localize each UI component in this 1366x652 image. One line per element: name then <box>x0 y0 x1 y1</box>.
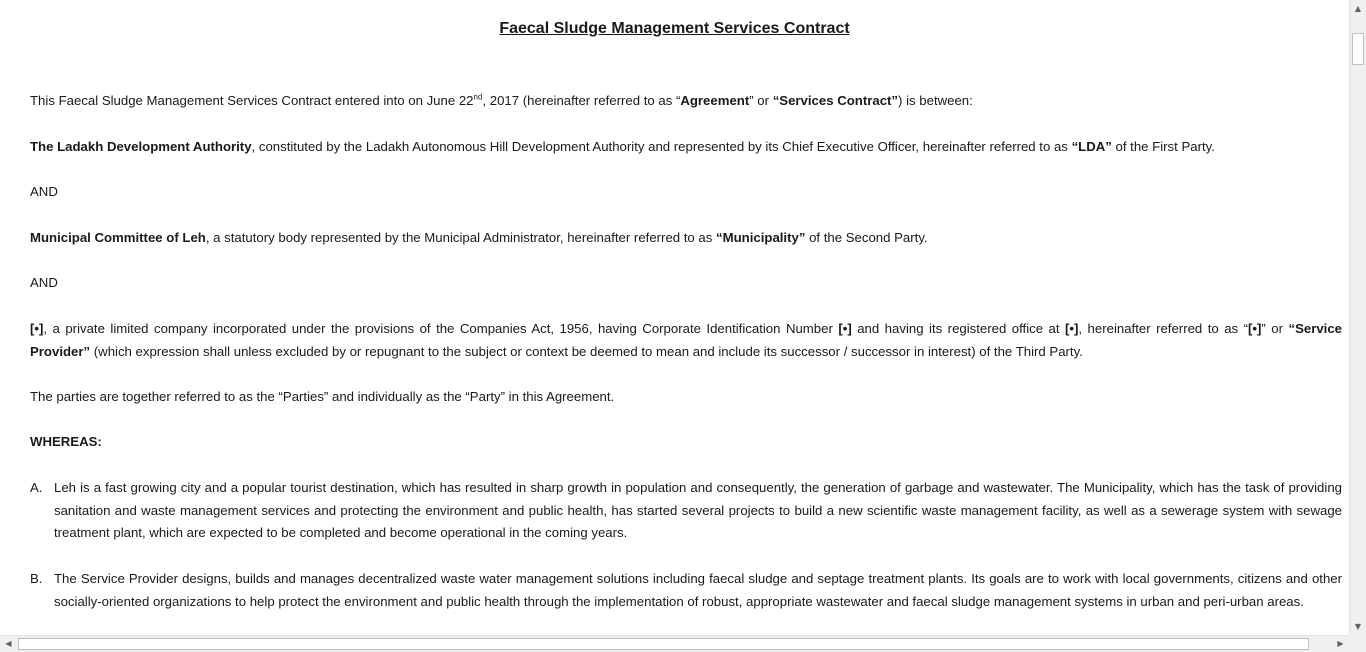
intro-superscript: nd <box>473 92 483 102</box>
horizontal-scrollbar[interactable] <box>0 635 1349 652</box>
third-party-alias: “Service Provider” <box>30 321 1342 359</box>
third-party-tail: (which expression shall unless excluded by or repugnant to the subject or context be deemed to mean and include its successor / successor in interest) of the Third Party. <box>90 343 1083 359</box>
defined-term-services-contract: “Services Contract” <box>772 93 899 108</box>
document-title: Faecal Sludge Management Services Contract <box>499 20 850 37</box>
second-party-paragraph <box>30 227 1342 250</box>
third-party-paragraph <box>30 318 1342 363</box>
first-party-name: The Ladakh Development Authority <box>30 139 252 154</box>
whereas-heading <box>30 431 1342 454</box>
third-party-text: ” or <box>1261 321 1289 336</box>
recital-text: Leh is a fast growing city and a popular tourist destination, which has resulted in sharp growth in population and consequently, the generation of garbage and wastewater. The Municipality, which has the task of providing sanitation and waste management services and protecting the environment and public health, has started several projects to build a new scientific waste management facility, as well as a sewerage system with sewage treatment plant, which are expected to be completed and become operational in the coming years. <box>54 480 1342 540</box>
scrollbar-corner <box>1349 635 1366 652</box>
scroll-left-arrow-icon[interactable]: ◀ <box>5 639 12 648</box>
third-party-text: , hereinafter referred to as “ <box>1078 321 1248 336</box>
recital-text: The Service Provider designs, builds and manages decentralized waste water management solutions including faecal sludge and septage treatment plants. Its goals are to work with local governments, citizens and other socially-oriented organizations to help protect the environment and public health through the implementation of robust, appropriate wastewater and faecal sludge management systems in urban and peri-urban areas. <box>54 571 1342 609</box>
horizontal-scroll-thumb[interactable] <box>18 638 1309 650</box>
whereas-label: WHEREAS: <box>30 434 102 449</box>
first-party-tail: of the First Party. <box>1111 139 1215 154</box>
placeholder-bullet: [•] <box>838 321 852 336</box>
scroll-up-arrow-icon[interactable]: ▲ <box>1354 4 1362 13</box>
and-separator: AND <box>30 184 58 199</box>
third-party-text: , a private limited company incorporated under the provisions of the Companies Act, 1956, having Corporate Identification Number <box>43 321 839 336</box>
intro-paragraph <box>30 90 1342 113</box>
intro-text: , 2017 (hereinafter referred to as “ <box>482 93 681 108</box>
third-party-text: and having its registered office at <box>851 321 1066 336</box>
and-separator: AND <box>30 275 58 290</box>
second-party-alias: “Municipality” <box>716 230 806 245</box>
recital-letter: A. <box>30 480 43 495</box>
vertical-scroll-thumb[interactable] <box>1352 33 1364 65</box>
second-party-name: Municipal Committee of Leh <box>30 230 206 245</box>
placeholder-bullet: [•] <box>30 321 44 336</box>
parties-paragraph: The parties are together referred to as the “Parties” and individually as the “Party” in this Agreement. <box>30 389 615 404</box>
vertical-scrollbar[interactable] <box>1349 0 1366 635</box>
placeholder-bullet: [•] <box>1065 321 1079 336</box>
intro-text: ” or <box>749 93 773 108</box>
placeholder-bullet: [•] <box>1248 321 1262 336</box>
first-party-alias: “LDA” <box>1071 139 1112 154</box>
first-party-text: , constituted by the Ladakh Autonomous Hill Development Authority and represented by its Chief Executive Officer, hereinafter referred to as <box>251 139 1072 154</box>
intro-text: ) is between: <box>898 93 973 108</box>
first-party-paragraph <box>30 136 1342 159</box>
recital-item <box>30 477 1342 545</box>
second-party-tail: of the Second Party. <box>805 230 928 245</box>
recital-item <box>30 568 1342 613</box>
intro-text: This Faecal Sludge Management Services Contract entered into on June 22 <box>30 93 474 108</box>
defined-term-agreement: Agreement <box>680 93 750 108</box>
scroll-right-arrow-icon[interactable]: ▶ <box>1337 639 1344 648</box>
scroll-down-arrow-icon[interactable]: ▼ <box>1354 622 1362 631</box>
recital-letter: B. <box>30 571 43 586</box>
second-party-text: , a statutory body represented by the Municipal Administrator, hereinafter referred to as <box>205 230 717 245</box>
